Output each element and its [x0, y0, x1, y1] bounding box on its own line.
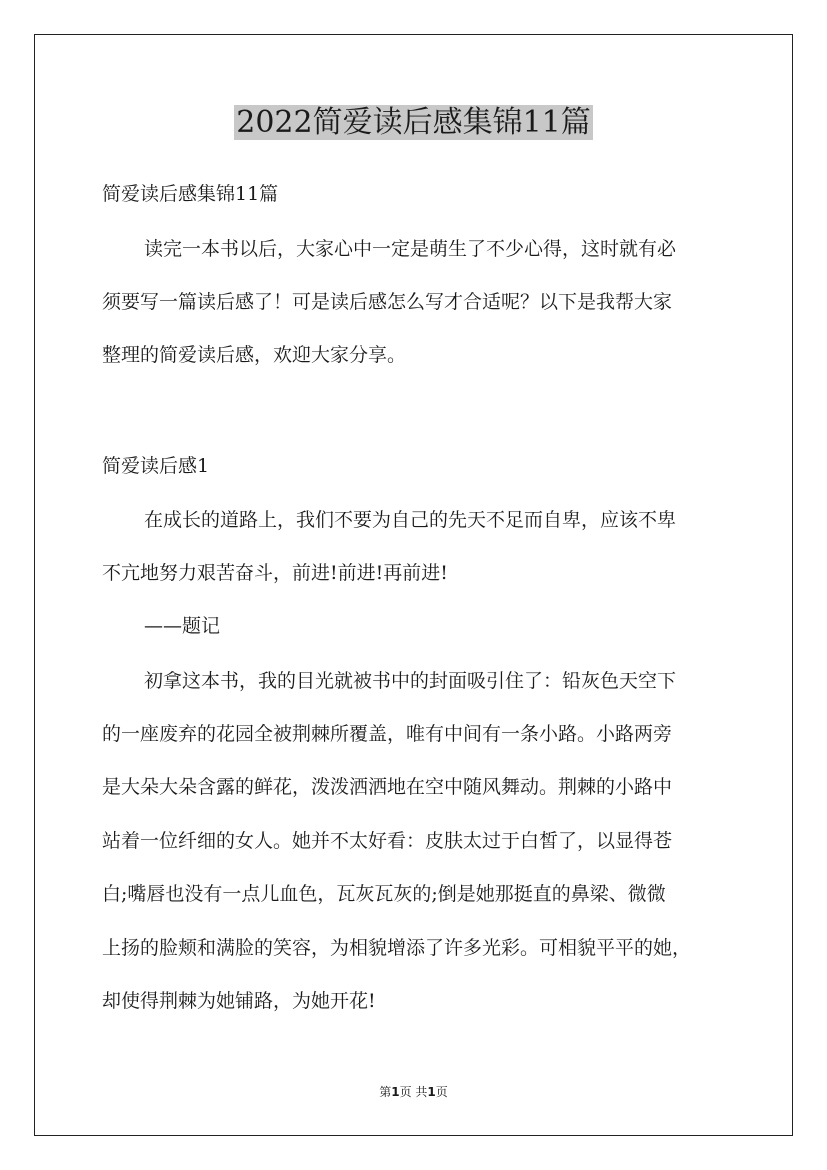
body-line: 白;嘴唇也没有一点儿血色，瓦灰瓦灰的;倒是她那挺直的鼻梁、微微 [102, 883, 666, 905]
body-line: 初拿这本书，我的目光就被书中的封面吸引住了：铅灰色天空下 [144, 670, 677, 692]
document-subtitle: 简爱读后感集锦11篇 [102, 183, 279, 205]
body-line: 却使得荆棘为她铺路，为她开花! [102, 990, 376, 1012]
current-page-number: 1 [391, 1085, 400, 1099]
total-page-number: 1 [427, 1085, 436, 1099]
intro-line: 整理的简爱读后感，欢迎大家分享。 [102, 344, 407, 366]
body-line: 是大朵大朵含露的鲜花，泼泼洒洒地在空中随风舞动。荆棘的小路中 [102, 776, 673, 798]
epigraph-line: 在成长的道路上，我们不要为自己的先天不足而自卑，应该不卑 [144, 509, 677, 531]
intro-line: 读完一本书以后，大家心中一定是萌生了不少心得，这时就有必 [144, 238, 677, 260]
page-footer: 第1页 共1页 [379, 1085, 448, 1099]
section-heading: 简爱读后感1 [102, 455, 210, 477]
body-line: 的一座废弃的花园全被荆棘所覆盖，唯有中间有一条小路。小路两旁 [102, 723, 673, 745]
epigraph-line: 不亢地努力艰苦奋斗，前进!前进!再前进! [102, 562, 448, 584]
body-line: 站着一位纤细的女人。她并不太好看：皮肤太过于白皙了，以显得苍 [102, 830, 673, 852]
document-title: 2022简爱读后感集锦11篇 [236, 105, 591, 140]
epigraph-attribution: ——题记 [144, 615, 221, 637]
intro-line: 须要写一篇读后感了！可是读后感怎么写才合适呢？以下是我帮大家 [102, 291, 673, 313]
body-line: 上扬的脸颊和满脸的笑容，为相貌增添了许多光彩。可相貌平平的她， [102, 937, 692, 959]
